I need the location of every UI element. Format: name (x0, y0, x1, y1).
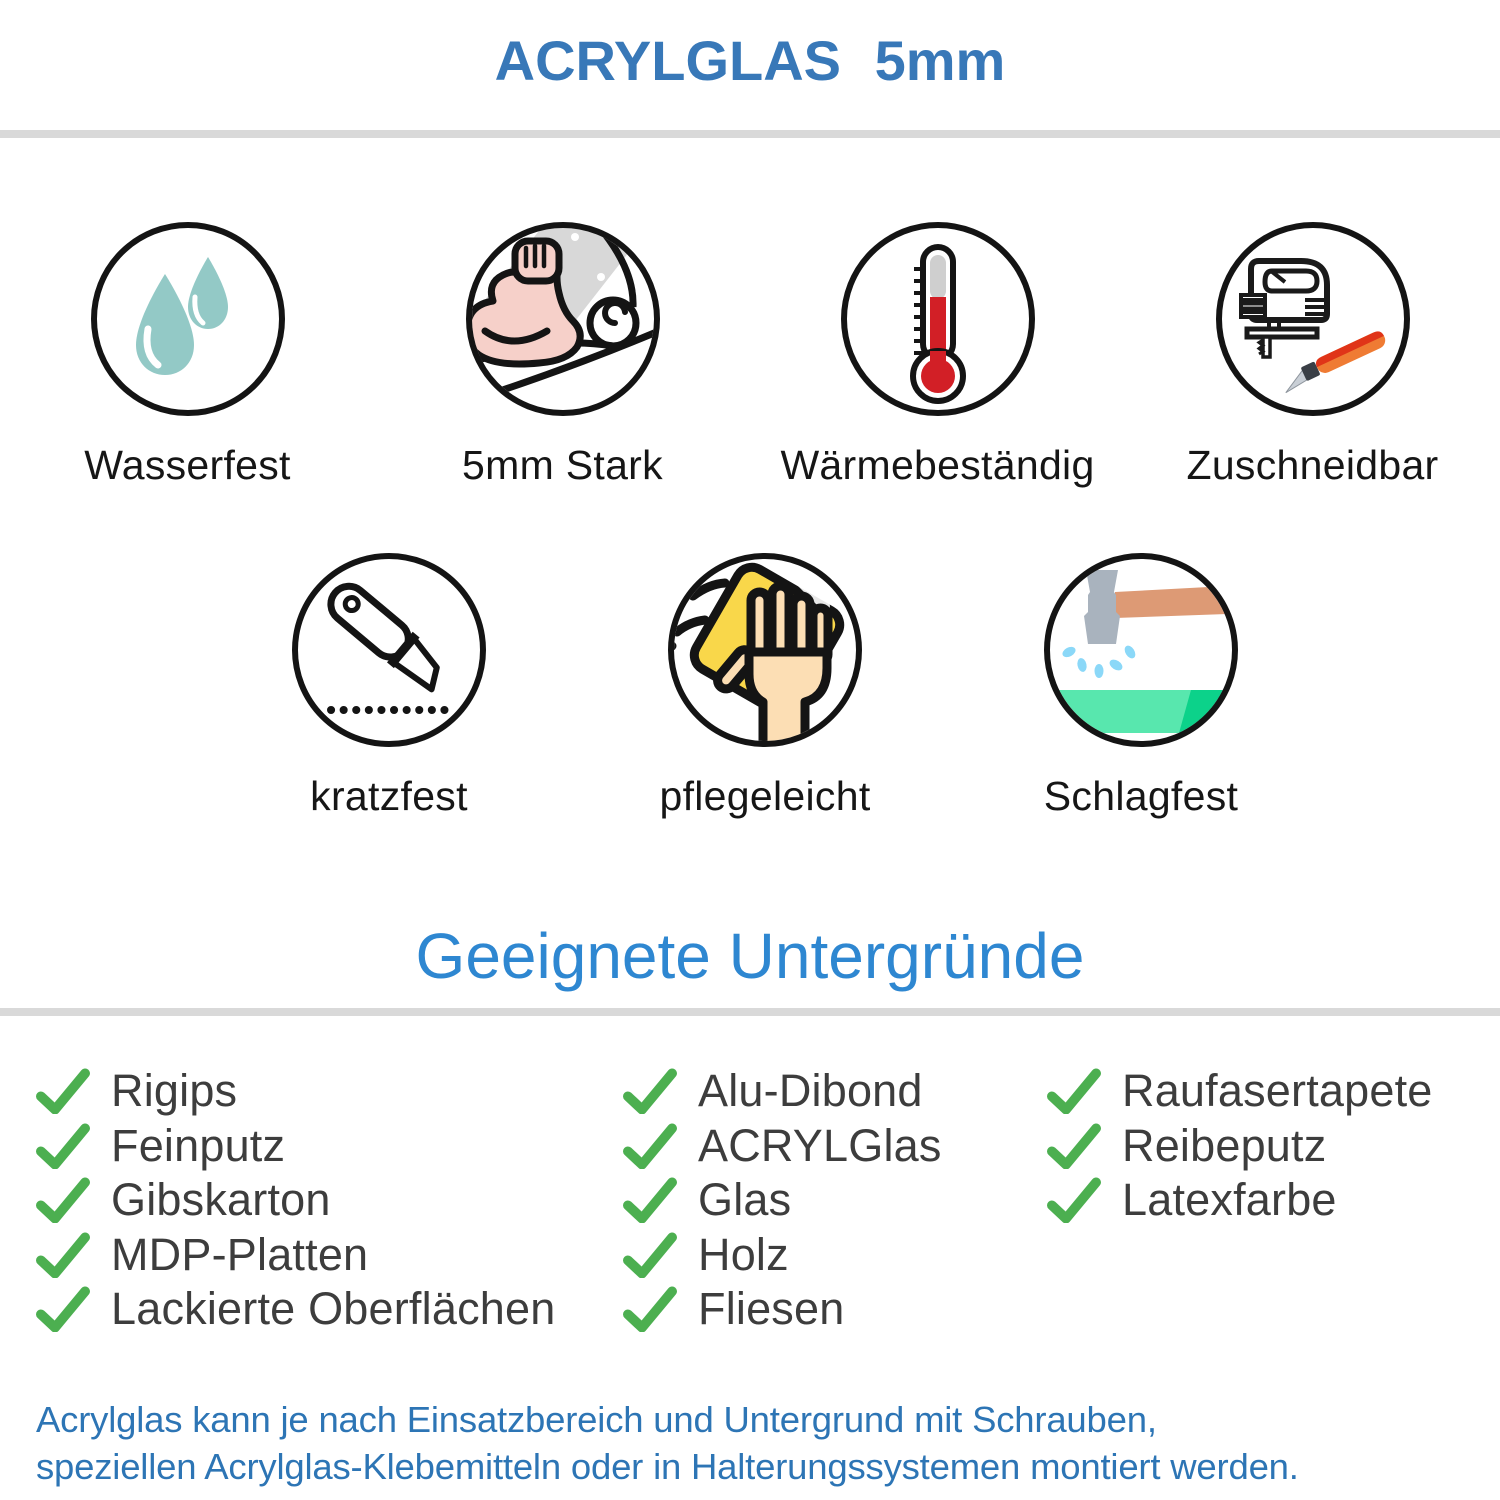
thermometer-icon (838, 219, 1038, 419)
footer-note (36, 1396, 1299, 1490)
check-icon (622, 1232, 678, 1278)
features-row-1 (0, 219, 1500, 489)
check-icon (622, 1068, 678, 1114)
check-icon (35, 1068, 91, 1114)
check-icon (1046, 1123, 1102, 1169)
surfaces-column-3 (1046, 1064, 1433, 1228)
list-item (1046, 1064, 1433, 1119)
feature-label: Wasserfest (84, 442, 291, 488)
jigsaw-knife-icon (1213, 219, 1413, 419)
list-item (1046, 1173, 1433, 1228)
surface-label: Latexfarbe (1122, 1174, 1337, 1226)
check-icon (35, 1123, 91, 1169)
list-item (622, 1119, 942, 1174)
features-row-2 (0, 550, 1500, 820)
list-item (35, 1228, 555, 1283)
list-item (35, 1119, 555, 1174)
feature-5mm-stark (375, 219, 750, 489)
footer-line-1: Acrylglas kann je nach Einsatzbereich und Untergrund mit Schrauben, (36, 1399, 1157, 1440)
surfaces-column-1 (35, 1064, 555, 1337)
feature-wasserfest (0, 219, 375, 489)
check-icon (35, 1232, 91, 1278)
surface-label: Alu-Dibond (698, 1065, 923, 1117)
surface-label: Gibskarton (111, 1174, 331, 1226)
feature-label: Schlagfest (1043, 773, 1239, 819)
list-item (35, 1173, 555, 1228)
surfaces-column-2 (622, 1064, 942, 1337)
feature-label: Zuschneidbar (1186, 442, 1439, 488)
surface-label: Glas (698, 1174, 792, 1226)
list-item (622, 1064, 942, 1119)
feature-zuschneidbar (1125, 219, 1500, 489)
cleaning-cloth-hand-icon (665, 550, 865, 750)
footer-line-2: speziellen Acrylglas-Klebemitteln oder in Halterungssystemen montiert werden. (36, 1446, 1299, 1487)
list-item (35, 1064, 555, 1119)
feature-label: pflegeleicht (659, 773, 871, 819)
feature-schlagfest (953, 550, 1329, 820)
surface-label: Holz (698, 1228, 789, 1280)
list-item (622, 1282, 942, 1337)
list-item (622, 1173, 942, 1228)
page-title: ACRYLGLAS 5mm (494, 29, 1006, 92)
divider-line (0, 130, 1500, 138)
section-title-untergruende: Geeignete Untergründe (415, 920, 1085, 992)
check-icon (1046, 1068, 1102, 1114)
flexed-arm-roll-icon (463, 219, 663, 419)
feature-pflegeleicht (577, 550, 953, 820)
surface-label: Reibeputz (1122, 1119, 1327, 1171)
list-item (35, 1282, 555, 1337)
feature-waermebestaendig (750, 219, 1125, 489)
check-icon (622, 1286, 678, 1332)
water-drops-icon (88, 219, 288, 419)
check-icon (622, 1177, 678, 1223)
feature-kratzfest (201, 550, 577, 820)
surface-label: Lackierte Oberflächen (111, 1283, 556, 1335)
hammer-impact-icon (1041, 550, 1241, 750)
list-item (622, 1228, 942, 1283)
divider-line (0, 1008, 1500, 1016)
check-icon (1046, 1177, 1102, 1223)
feature-label: 5mm Stark (462, 442, 663, 488)
feature-label: kratzfest (310, 773, 468, 819)
surface-label: Rigips (111, 1065, 238, 1117)
check-icon (35, 1177, 91, 1223)
surface-label: ACRYLGlas (698, 1119, 942, 1171)
feature-label: Wärmebeständig (780, 442, 1095, 488)
list-item (1046, 1119, 1433, 1174)
surface-label: Fliesen (698, 1283, 845, 1335)
surface-label: Raufasertapete (1122, 1065, 1433, 1117)
check-icon (622, 1123, 678, 1169)
utility-knife-icon (289, 550, 489, 750)
surface-label: MDP-Platten (111, 1228, 369, 1280)
surface-label: Feinputz (111, 1119, 286, 1171)
check-icon (35, 1286, 91, 1332)
